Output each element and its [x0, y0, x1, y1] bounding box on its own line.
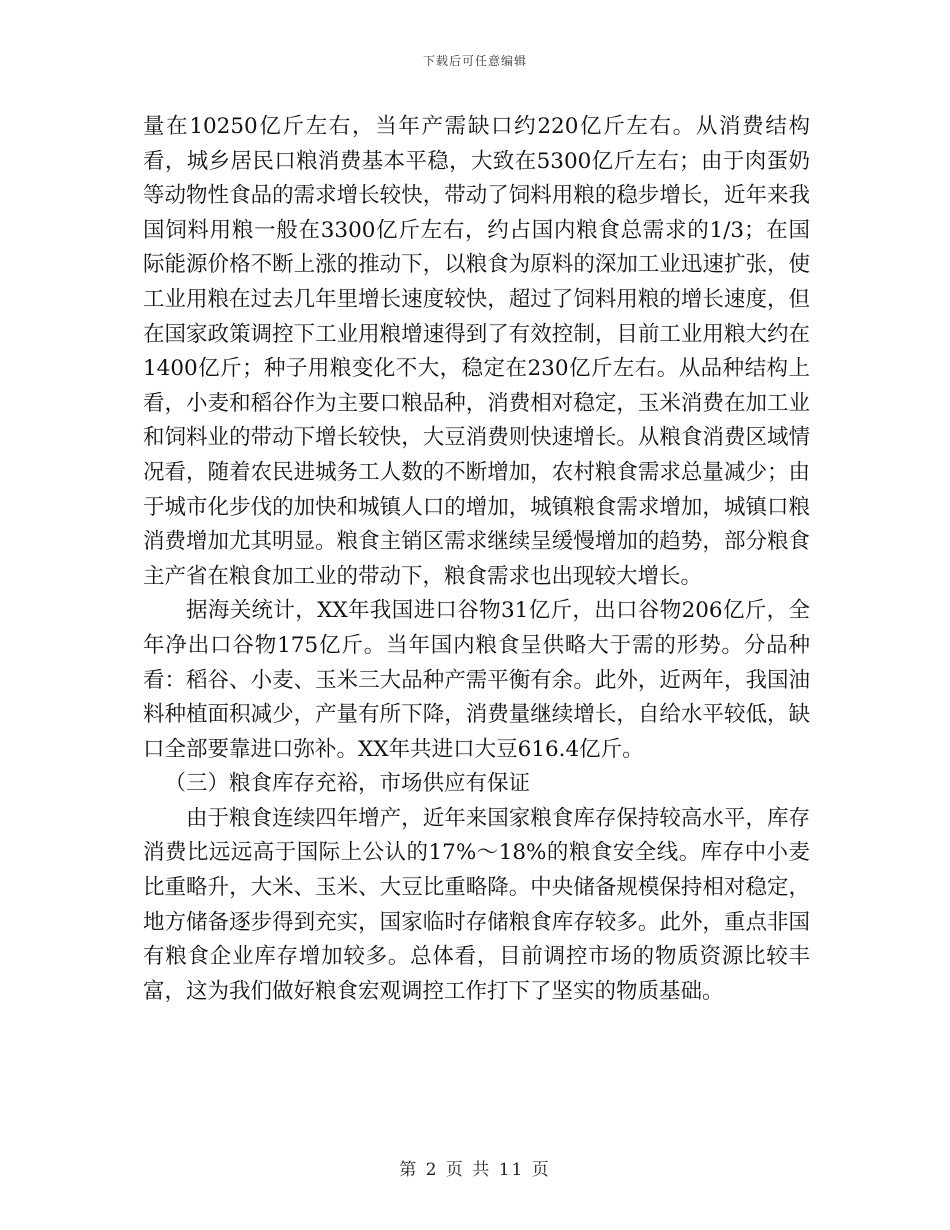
- body-paragraph-1: 量在10250亿斤左右，当年产需缺口约220亿斤左右。从消费结构看，城乡居民口粮消费基本平稳，大致在5300亿斤左右；由于肉蛋奶等动物性食品的需求增长较快，带动了饲料用粮的稳步增长，近年来我国饲料用粮一般在3300亿斤左右，约占国内粮食总需求的1/3；在国际能源价格不断上涨的推动下，以粮食为原料的深加工业迅速扩张，使工业用粮在过去几年里增长速度较快，超过了饲料用粮的增长速度，但在国家政策调控下工业用粮增速得到了有效控制，目前工业用粮大约在1400亿斤；种子用粮变化不大，稳定在230亿斤左右。从品种结构上看，小麦和稻谷作为主要口粮品种，消费相对稳定，玉米消费在加工业和饲料业的带动下增长较快，大豆消费则快速增长。从粮食消费区域情况看，随着农民进城务工人数的不断增加，农村粮食需求总量减少；由于城市化步伐的加快和城镇人口的增加，城镇粮食需求增加，城镇口粮消费增加尤其明显。粮食主销区需求继续呈缓慢增加的趋势，部分粮食主产省在粮食加工业的带动下，粮食需求也出现较大增长。: [143, 114, 810, 589]
- section-heading: （三）粮食库存充裕，市场供应有保证: [164, 771, 531, 797]
- body-paragraph-2: 据海关统计，XX年我国进口谷物31亿斤，出口谷物206亿斤，全年净出口谷物175亿斤。当年国内粮食呈供略大于需的形势。分品种看：稻谷、小麦、玉米三大品种产需平衡有余。此外，近两年，我国油料种植面积减少，产量有所下降，消费量继续增长，自给水平较低，缺口全部要靠进口弥补。XX年共进口大豆616.4亿斤。: [143, 598, 810, 762]
- page-footer: 第 2 页 共 11 页: [399, 1160, 551, 1180]
- body-paragraph-3: 由于粮食连续四年增产，近年来国家粮食库存保持较高水平，库存消费比远远高于国际上公认的17%～18%的粮食安全线。库存中小麦比重略升，大米、玉米、大豆比重略降。中央储备规模保持相对稳定，地方储备逐步得到充实，国家临时存储粮食库存较多。此外，重点非国有粮食企业库存增加较多。总体看，目前调控市场的物质资源比较丰富，这为我们做好粮食宏观调控工作打下了坚实的物质基础。: [143, 805, 810, 1004]
- page-header: 下载后可任意编辑: [422, 54, 527, 68]
- document-body: [143, 110, 810, 1009]
